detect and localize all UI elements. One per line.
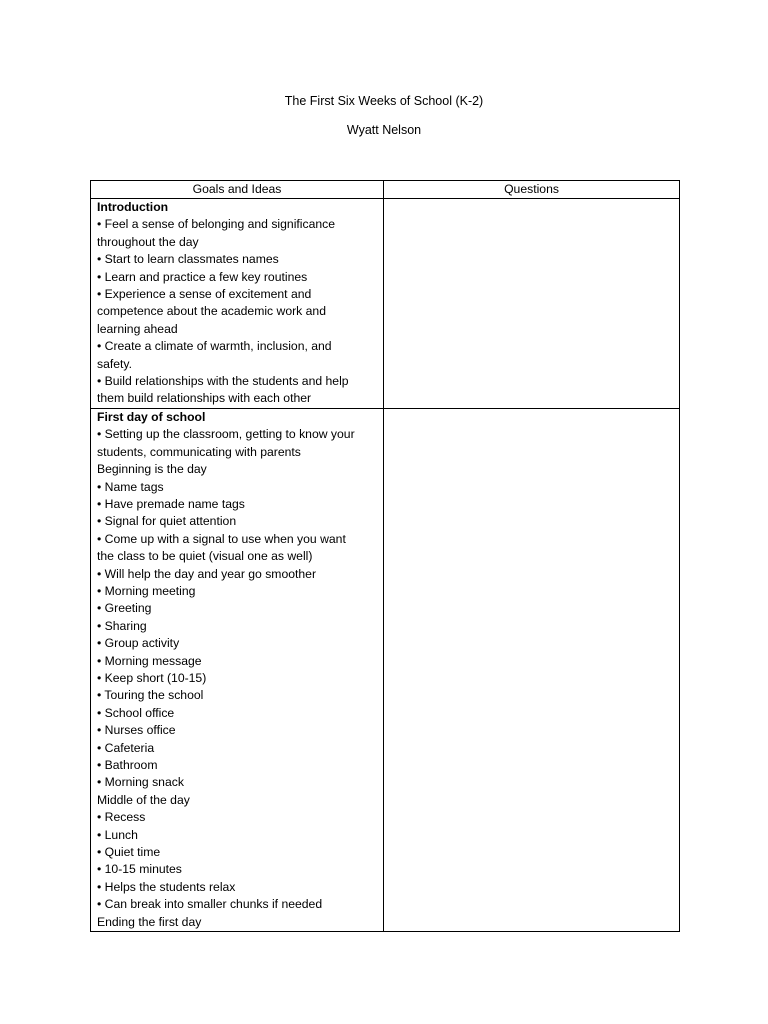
goal-line: Beginning is the day (97, 462, 207, 477)
goal-line: them build relationships with each other (97, 391, 312, 406)
goal-line: • Greeting (97, 601, 152, 616)
document-title: The First Six Weeks of School (K-2) (284, 94, 484, 108)
header-goals-and-ideas: Goals and Ideas (91, 181, 384, 199)
goals-questions-table (90, 180, 680, 932)
goal-line: • Start to learn classmates names (97, 252, 279, 267)
table-row (91, 199, 680, 409)
goal-line: • School office (97, 705, 175, 720)
goal-line: • Will help the day and year go smoother (97, 566, 317, 581)
goal-line: students, communicating with parents (97, 444, 301, 459)
goal-line: • Morning meeting (97, 583, 196, 598)
table-body (91, 199, 680, 932)
goal-line: • Name tags (97, 479, 164, 494)
goal-line: • Group activity (97, 636, 180, 651)
goal-line: the class to be quiet (visual one as well) (97, 549, 313, 564)
goal-line: • Lunch (97, 827, 138, 842)
goal-line: • Cafeteria (97, 740, 155, 755)
questions-cell (384, 408, 680, 931)
goal-line: Middle of the day (97, 792, 190, 807)
goal-line: • Setting up the classroom, getting to know your (97, 427, 355, 442)
goal-line: • Keep short (10-15) (97, 670, 207, 685)
goal-line: • 10-15 minutes (97, 862, 182, 877)
goal-line: • Morning snack (97, 775, 184, 790)
questions-cell (384, 199, 680, 409)
section-heading: First day of school (97, 409, 206, 424)
goal-line: learning ahead (97, 321, 178, 336)
table-row (91, 408, 680, 931)
goal-line: • Learn and practice a few key routines (97, 269, 308, 284)
goal-line: competence about the academic work and (97, 304, 326, 319)
goal-line: • Morning message (97, 653, 202, 668)
goal-line: • Feel a sense of belonging and significance (97, 217, 336, 232)
goal-line: • Sharing (97, 618, 147, 633)
goal-line: • Create a climate of warmth, inclusion, and (97, 339, 332, 354)
goal-line: • Can break into smaller chunks if needed (97, 897, 323, 912)
goal-line: • Experience a sense of excitement and (97, 287, 312, 302)
goal-line: • Touring the school (97, 688, 204, 703)
document-author: Wyatt Nelson (346, 123, 422, 137)
goal-line: Ending the first day (97, 914, 202, 929)
goal-line: • Have premade name tags (97, 496, 245, 511)
goal-line: • Helps the students relax (97, 879, 236, 894)
section-heading: Introduction (97, 200, 169, 214)
goal-line: • Signal for quiet attention (97, 514, 237, 529)
goal-line: • Quiet time (97, 845, 161, 860)
goal-line: • Come up with a signal to use when you want (97, 531, 346, 546)
goals-cell (91, 408, 384, 931)
goal-line: • Recess (97, 810, 146, 825)
header-questions: Questions (384, 181, 680, 199)
goal-line: throughout the day (97, 234, 199, 249)
goal-line: • Bathroom (97, 758, 158, 772)
goal-line: • Build relationships with the students and help (97, 374, 349, 389)
table-header-row (91, 181, 680, 199)
goals-cell (91, 199, 384, 409)
goal-line: safety. (97, 356, 132, 371)
goal-line: • Nurses office (97, 723, 176, 738)
